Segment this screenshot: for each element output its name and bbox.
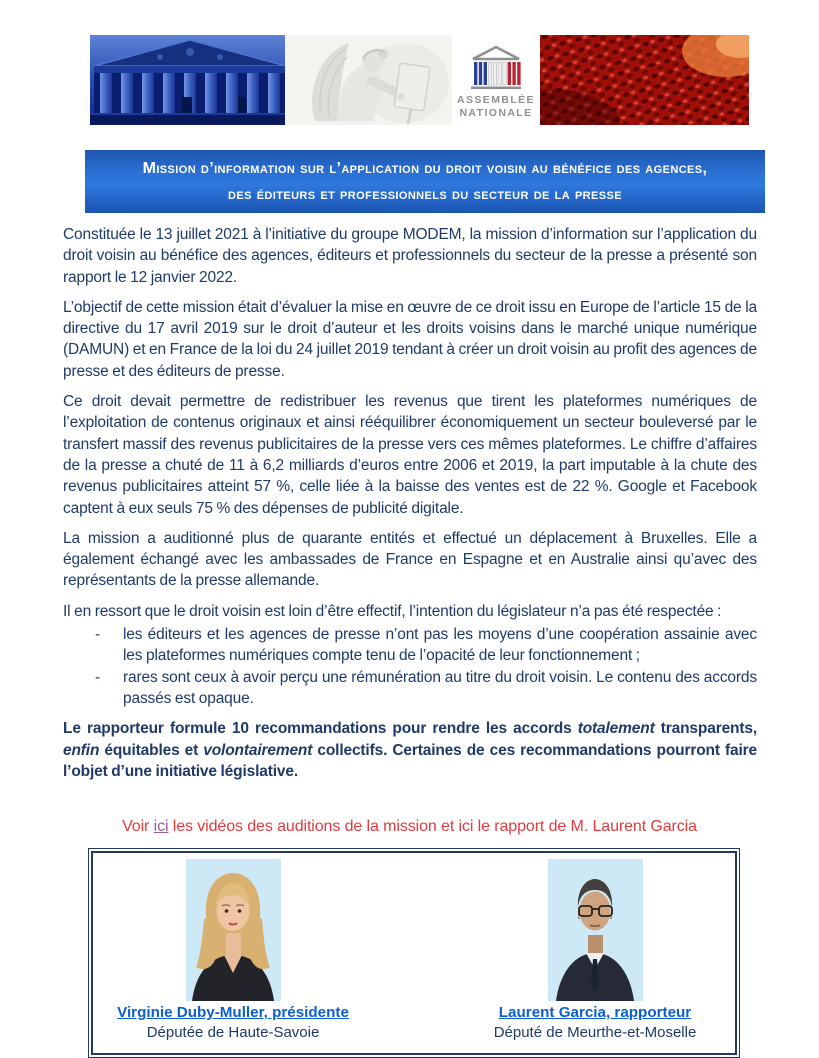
mission-title-line-2: des éditeurs et professionnels du secteur de la presse [228,185,622,203]
logo-text-line2: NATIONALE [459,107,533,119]
mission-title-banner [85,150,765,213]
portrait-virginie-duby-muller [186,859,281,1001]
recommendation-emphasis: enfin [63,741,100,759]
recommendation-emphasis: volontairement [203,741,313,759]
person-name-link[interactable]: Laurent Garcia, rapporteur [498,1004,692,1021]
body-paragraph-2: L’objectif de cette mission était d’évaluer la mise en œuvre de ce droit issu en Europe de l’article 15 de la directive du 17 avril 2019 sur le droit d’auteur et les droits voisins dans le marché unique numérique (DAMUN) et en France de la loi du 24 juillet 2019 tendant à créer un droit voisin au profit des agences de presse et des éditeurs de presse. [63,298,757,380]
hemicycle-photo [540,35,749,125]
list-item-text: les éditeurs et les agences de presse n’ont pas les moyens d’une coopération assainie avec les plateformes numériques compte tenu de l’opacité de leur fonctionnement ; [123,626,757,665]
body-paragraph-3: Ce droit devait permettre de redistribuer les revenus que tirent les plateformes numériques de l’exploitation de contenus originaux et ainsi rééquilibrer économiquement un secteur bouleversé par le transfert massif des revenus publicitaires de la presse vers ces mêmes plateformes. Le chiffre d’affaires de la presse a chuté de 11 à 6,2 milliards d’euros entre 2006 et 2019, la part imputable à la chute des revenus publicitaires atteint 57 %, celle liée à la baisse des ventes est de 22 %. Google et Facebook captent à eux seuls 75 % des dépenses de publicité digitale. [63,393,757,517]
list-item [63,624,757,667]
person-card-president [93,853,373,1041]
list-item-text: rares sont ceux à avoir perçu une rémunération au titre du droit voisin. Le contenu des accords passés est opaque. [123,668,757,707]
assemblee-nationale-logo [452,35,540,125]
person-card-rapporteur [455,853,735,1041]
recommendation-paragraph [63,718,757,782]
recommendation-emphasis: totalement [577,720,655,738]
palais-bourbon-photo [90,35,285,125]
recommendation-text: collectifs. Certaines de ces recommandations pourront faire l’objet d’une initiative législative. [63,741,757,780]
header-banner [90,35,749,125]
statue-photo [285,35,452,125]
findings-intro: Il en ressort que le droit voisin est loin d’être effectif, l’intention du législateur n’a pas été respectée : [63,602,722,620]
links-line-text: les vidéos des auditions de la mission et [168,818,459,835]
article-body [63,224,757,791]
people-box [88,848,740,1058]
recommendation-text: transparents, [654,720,757,738]
videos-link[interactable]: ici [153,818,169,835]
bullet-dash: - [95,626,101,644]
person-subtitle: Député de Meurthe-et-Moselle [493,1024,697,1041]
links-line-text: Voir [122,818,154,835]
links-line [0,818,819,836]
body-paragraph-1: Constituée le 13 juillet 2021 à l’initiative du groupe MODEM, la mission d’information sur l’application du droit voisin au bénéfice des agences, éditeurs et professionnels du secteur de la presse a présenté son rapport le 12 janvier 2022. [63,226,757,286]
logo-text-line1: ASSEMBLÉE [457,94,535,106]
people-box-inner [91,851,737,1055]
report-link[interactable]: ici [458,818,474,835]
recommendation-text: équitables et [99,741,204,759]
list-item [63,667,757,710]
findings-list [63,624,757,709]
recommendation-text: Le rapporteur formule 10 recommandations pour rendre les accords [63,720,578,738]
body-paragraph-4: La mission a auditionné plus de quarante entités et effectué un déplacement à Bruxelles. Elle a également échangé avec les ambassades de France en Espagne et en Australie ainsi qu’avec des représentants de la presse allemande. [63,529,757,590]
bullet-dash: - [95,668,101,686]
person-name-link[interactable]: Virginie Duby-Muller, présidente [117,1004,349,1021]
links-line-text: le rapport de M. Laurent Garcia [473,818,697,835]
person-subtitle: Députée de Haute-Savoie [146,1024,320,1041]
portrait-laurent-garcia [548,859,643,1001]
mission-title-line-1: Mission d’information sur l’application du droit voisin au bénéfice des agences, [142,159,708,177]
